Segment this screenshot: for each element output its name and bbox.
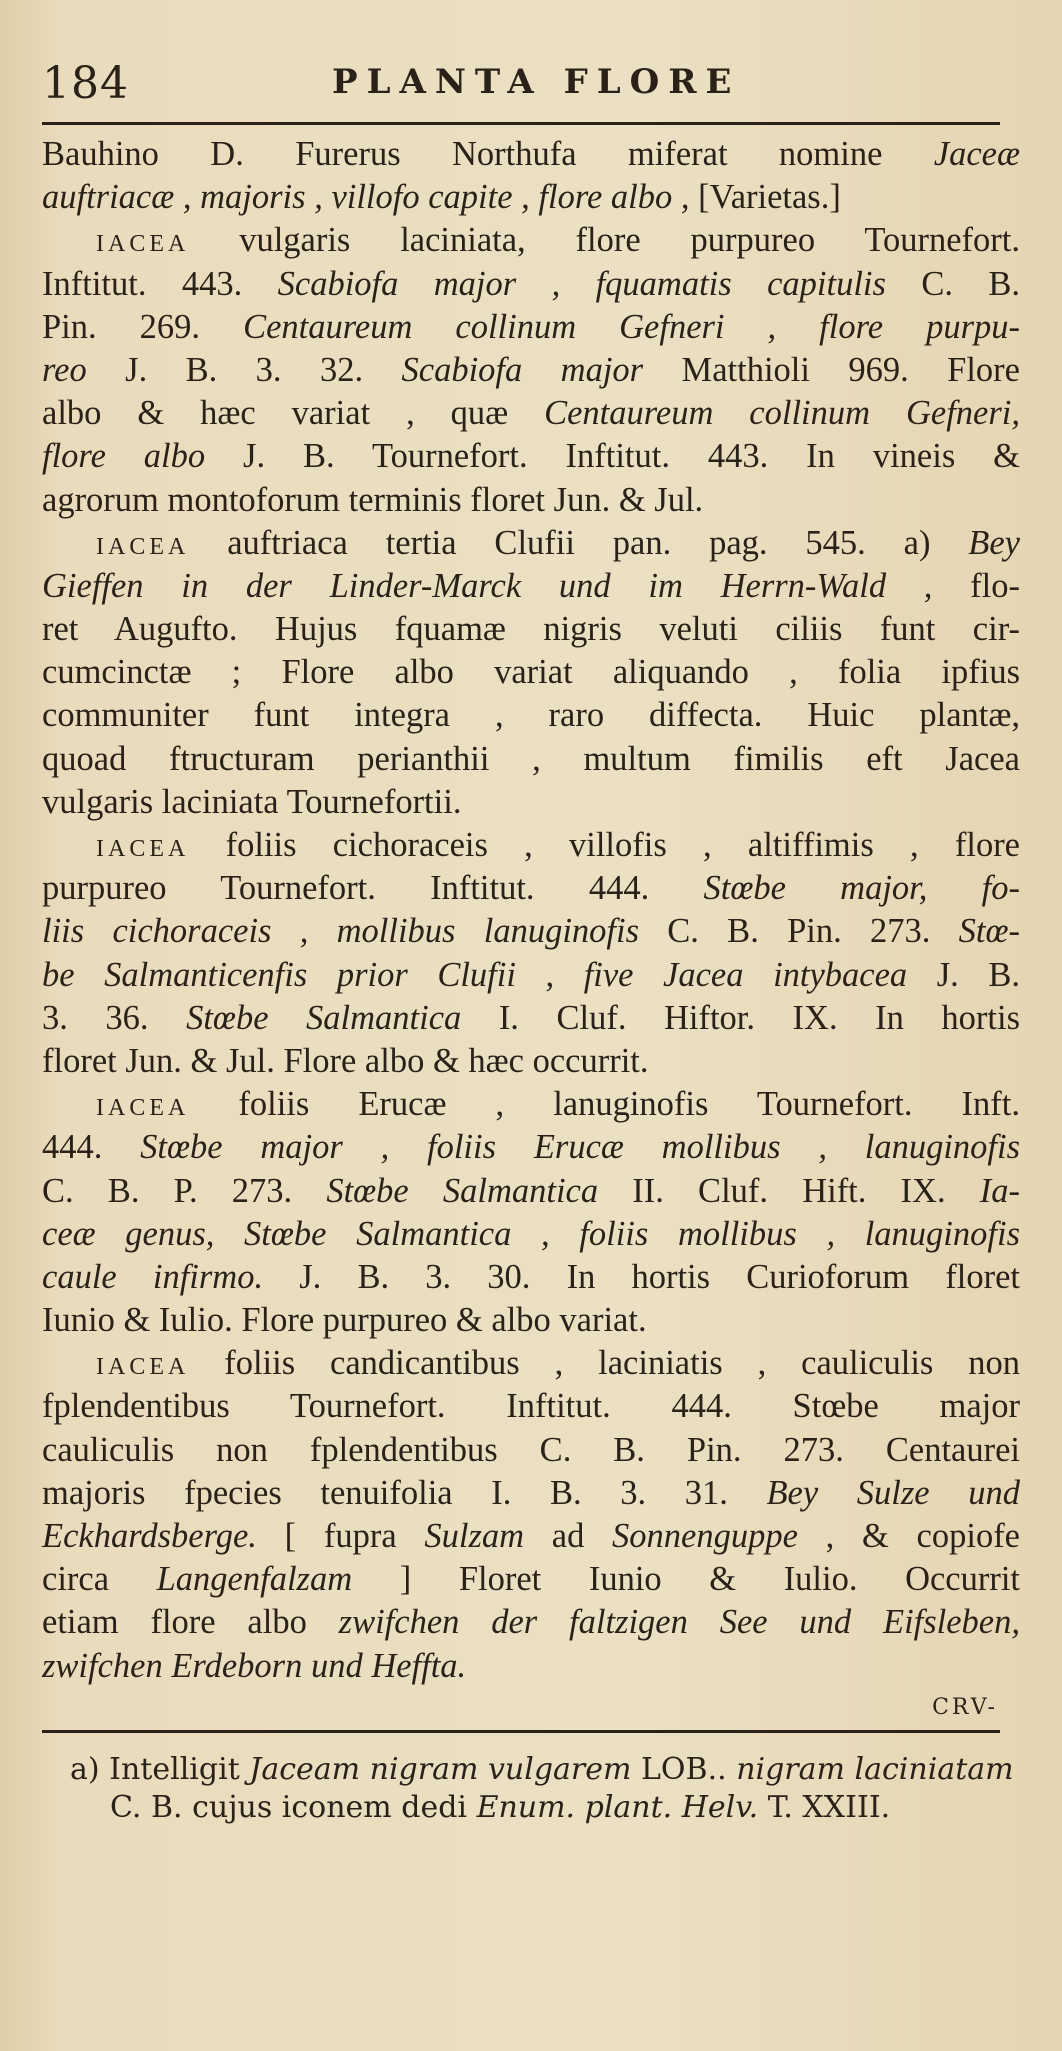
small-caps-heading: IACEA xyxy=(96,836,190,862)
text-run: 444. xyxy=(42,1128,141,1167)
italic-text: Sonnenguppe xyxy=(612,1517,798,1555)
paragraph xyxy=(42,1083,1020,1342)
text-run: a) Intelligit xyxy=(70,1751,250,1787)
text-line xyxy=(42,1515,1020,1558)
text-run: J. B. 3. 32. xyxy=(86,350,402,389)
text-run: T. XXIII. xyxy=(758,1789,891,1825)
text-line xyxy=(42,651,1020,694)
text-run: etiam flore albo xyxy=(42,1603,339,1642)
italic-text: zwifchen Erdeborn und Heffta. xyxy=(42,1646,467,1685)
text-line xyxy=(42,1299,1020,1342)
small-caps-heading: IACEA xyxy=(96,533,190,560)
italic-text: Gieffen in der Linder-Marck und im Herrn-Wald , xyxy=(42,566,933,605)
italic-text: reo xyxy=(42,350,87,389)
catchword: CRV- xyxy=(932,1694,998,1720)
italic-text: Bey xyxy=(968,523,1020,562)
text-line xyxy=(42,997,1020,1040)
text-line xyxy=(42,133,1020,176)
paragraph xyxy=(42,133,1020,219)
text-line xyxy=(42,263,1020,306)
italic-text: Bey Sulze und xyxy=(766,1473,1020,1512)
text-line xyxy=(42,954,1020,997)
page-header xyxy=(42,52,1020,122)
italic-text: Scabiofa major xyxy=(401,350,644,389)
text-run: ret Augufto. Hujus fquamæ nigris veluti ciliis funt cir- xyxy=(42,610,1020,649)
paragraph xyxy=(42,219,1020,521)
text-line xyxy=(42,306,1020,349)
text-line xyxy=(42,608,1020,651)
text-run: communiter funt integra , raro diffecta. Huic plantæ, xyxy=(42,696,1020,735)
italic-text: Stœbe major , foliis Erucæ mollibus , lanuginofis xyxy=(140,1128,1020,1167)
footnote-rule xyxy=(42,1730,1000,1733)
text-line xyxy=(42,479,1020,522)
text-line xyxy=(42,392,1020,435)
text-run: cumcinctæ ; Flore albo variat aliquando , folia ipfius xyxy=(42,653,1020,692)
text-run: fplendentibus Tournefort. Inftitut. 444. Stœbe major xyxy=(42,1387,1020,1426)
text-run: J. B. Tournefort. Inftitut. 443. In vineis & xyxy=(205,437,1020,476)
italic-text: Stœbe Salmantica xyxy=(186,998,462,1037)
text-line xyxy=(42,1601,1020,1644)
text-run: foliis candicantibus , laciniatis , cauliculis non xyxy=(189,1344,1020,1383)
text-line xyxy=(42,910,1020,953)
text-run: I. Cluf. Hiftor. IX. In hortis xyxy=(461,998,1020,1037)
text-run: ad xyxy=(524,1517,613,1555)
italic-text: caule infirmo. xyxy=(42,1257,264,1296)
small-caps-heading: IACEA xyxy=(96,1095,190,1122)
running-title: PLANTA FLORE xyxy=(332,62,741,102)
text-run: cauliculis non fplendentibus C. B. Pin. 273. Centaurei xyxy=(42,1430,1020,1469)
text-line xyxy=(42,219,1020,262)
text-run: quoad ftructuram perianthii , multum fimilis eft Jacea xyxy=(42,739,1020,778)
text-run: , & copiofe xyxy=(797,1517,1020,1555)
main-text xyxy=(42,133,1020,1688)
text-run: vulgaris laciniata Tournefortii. xyxy=(42,782,462,821)
text-line xyxy=(42,1342,1020,1385)
text-run: [Varietas.] xyxy=(689,178,841,217)
text-run: Bauhino D. Furerus Northufa miferat nomine xyxy=(42,135,934,173)
text-line xyxy=(42,522,1020,565)
text-run: C. B. P. 273. xyxy=(42,1171,327,1210)
text-line xyxy=(42,435,1020,478)
italic-text: Stœ- xyxy=(958,912,1020,951)
italic-text: Eckhardsberge. xyxy=(42,1517,257,1555)
text-line xyxy=(42,1385,1020,1428)
italic-text: Scabiofa major , fquamatis capitulis xyxy=(277,264,886,303)
text-run: Inftitut. 443. xyxy=(42,264,278,303)
italic-text: Centaureum collinum Gefneri, xyxy=(544,394,1020,433)
text-run: 3. 36. xyxy=(42,998,187,1037)
italic-text: liis cichoraceis , mollibus lanuginofis xyxy=(42,912,640,951)
text-run: C. B. cujus iconem dedi xyxy=(110,1789,477,1825)
text-line xyxy=(42,176,1020,219)
text-run: J. B. 3. 30. In hortis Curioforum floret xyxy=(263,1257,1020,1296)
text-run: agrorum montoforum terminis floret Jun. & Jul. xyxy=(42,480,704,519)
italic-text: Jaceam nigram vulgarem xyxy=(249,1751,632,1787)
italic-text: Enum. plant. Helv. xyxy=(476,1789,759,1825)
text-line xyxy=(42,1213,1020,1256)
paragraph xyxy=(42,824,1020,1083)
text-run: vulgaris laciniata, flore purpureo Tournefort. xyxy=(189,221,1020,260)
text-line xyxy=(42,1170,1020,1213)
text-line xyxy=(42,1645,1020,1688)
text-line xyxy=(42,1083,1020,1126)
text-run: auftriaca tertia Clufii pan. pag. 545. a) xyxy=(189,523,969,562)
text-line xyxy=(42,824,1020,867)
text-run: C. B. xyxy=(885,264,1020,303)
text-run: circa xyxy=(42,1560,157,1599)
text-run: C. B. Pin. 273. xyxy=(639,912,959,951)
text-run: albo & hæc variat , quæ xyxy=(42,394,545,433)
text-run: Pin. 269. xyxy=(42,307,244,346)
text-line xyxy=(42,1126,1020,1169)
text-run: ] Floret Iunio & Iulio. Occurrit xyxy=(352,1560,1021,1599)
text-line xyxy=(42,1558,1020,1601)
text-line xyxy=(42,565,1020,608)
italic-text: Stœbe Salmantica xyxy=(326,1171,599,1210)
italic-text: Centaureum collinum Gefneri , flore purpu- xyxy=(243,307,1020,346)
text-run: foliis cichoraceis , villofis , altiffimis , flore xyxy=(189,826,1020,864)
text-run: Matthioli 969. Flore xyxy=(643,350,1020,389)
text-run: majoris fpecies tenuifolia I. B. 3. 31. xyxy=(42,1473,767,1512)
italic-text: Stœbe major, fo- xyxy=(703,869,1020,908)
footnote-line-1 xyxy=(70,1751,1020,1789)
text-run: Iunio & Iulio. Flore purpureo & albo variat. xyxy=(42,1301,647,1340)
page-number: 184 xyxy=(42,58,129,109)
text-run: II. Cluf. Hift. IX. xyxy=(598,1171,980,1210)
small-caps-heading: IACEA xyxy=(96,1354,190,1381)
footnote-line-2 xyxy=(70,1789,1020,1827)
text-line xyxy=(42,1472,1020,1515)
italic-text: Jaceæ xyxy=(933,135,1020,173)
italic-text: Ia- xyxy=(979,1171,1020,1210)
text-run: flo- xyxy=(932,566,1020,605)
header-rule xyxy=(42,122,1000,125)
text-run: LOB.. xyxy=(631,1751,737,1787)
italic-text: flore albo xyxy=(42,437,206,476)
italic-text: zwifchen der faltzigen See und Eifsleben, xyxy=(338,1603,1020,1642)
text-line xyxy=(42,867,1020,910)
small-caps-heading: IACEA xyxy=(96,231,190,258)
paragraph xyxy=(42,522,1020,824)
text-line xyxy=(42,1429,1020,1472)
text-line xyxy=(42,781,1020,824)
italic-text: Sulzam xyxy=(424,1517,525,1555)
text-line xyxy=(42,1256,1020,1299)
text-run: [ fupra xyxy=(256,1517,425,1555)
italic-text: ceæ genus, Stœbe Salmantica , foliis mollibus , lanuginofis xyxy=(42,1214,1020,1253)
italic-text: nigram laciniatam xyxy=(736,1751,1014,1787)
text-run: purpureo Tournefort. Inftitut. 444. xyxy=(42,869,704,908)
italic-text: auftriacæ , majoris , villofo capite , flore albo , xyxy=(42,178,690,217)
footnote xyxy=(42,1751,1020,1827)
text-run: floret Jun. & Jul. Flore albo & hæc occurrit. xyxy=(42,1041,649,1080)
italic-text: Langenfalzam xyxy=(156,1560,353,1599)
text-line xyxy=(42,694,1020,737)
text-run: J. B. xyxy=(907,955,1021,994)
text-line xyxy=(42,349,1020,392)
text-run: foliis Erucæ , lanuginofis Tournefort. Inft. xyxy=(189,1085,1020,1124)
text-line xyxy=(42,738,1020,781)
paragraph xyxy=(42,1342,1020,1688)
text-line xyxy=(42,1040,1020,1083)
italic-text: be Salmanticenfis prior Clufii , five Jacea intybacea xyxy=(42,955,908,994)
